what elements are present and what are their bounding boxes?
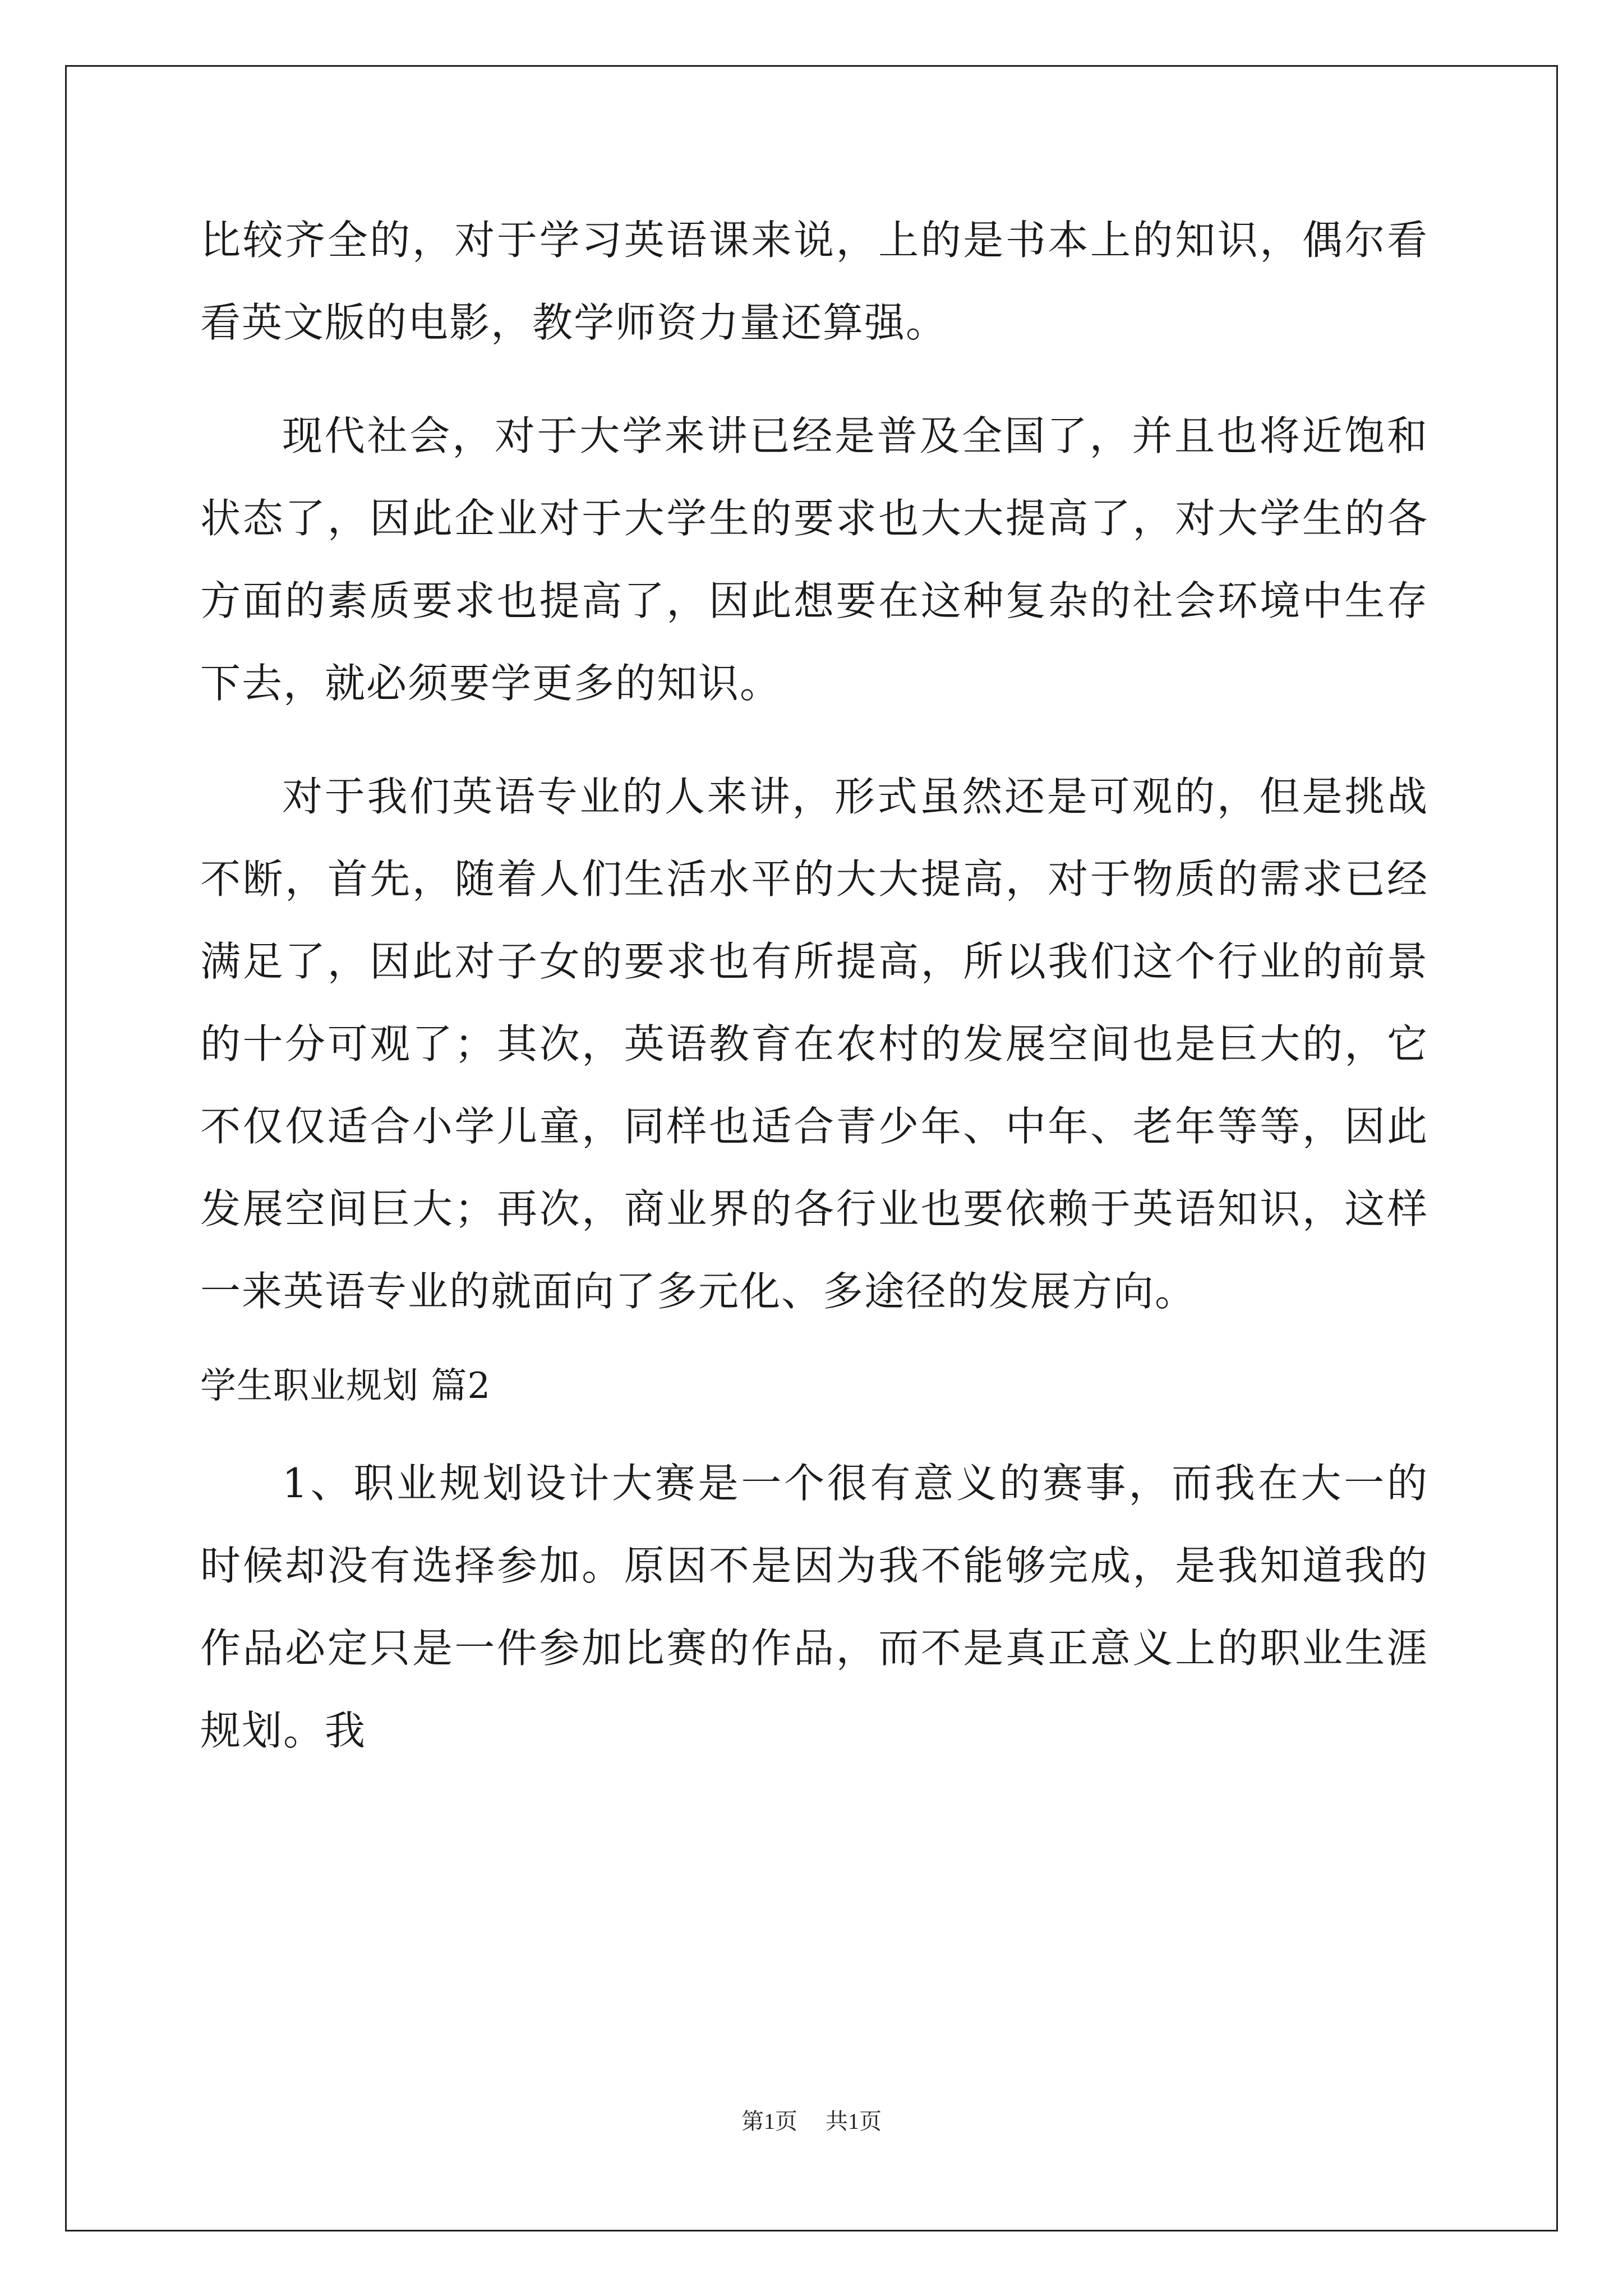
page-number: 第1页 xyxy=(741,2109,797,2134)
section-heading: 学生职业规划 篇2 xyxy=(200,1365,491,1407)
paragraph-1: 比较齐全的，对于学习英语课来说，上的是书本上的知识，偶尔看看英文版的电影，教学师资力量还算强。 xyxy=(200,217,1428,346)
page-total: 共1页 xyxy=(826,2109,882,2134)
paragraph-3: 对于我们英语专业的人来讲，形式虽然还是可观的，但是挑战不断，首先，随着人们生活水平的大大提高，对于物质的需求已经满足了，因此对子女的要求也有所提高，所以我们这个行业的前景的十分可观了；其次，英语教育在农村的发展空间也是巨大的，它不仅仅适合小学儿童，同样也适合青少年、中年、老年等等，因此发展空间巨大；再次，商业界的各行业也要依赖于英语知识，这样一来英语专业的就面向了多元化、多途径的发展方向。 xyxy=(200,773,1428,1315)
section-paragraph-1: 1、职业规划设计大赛是一个很有意义的赛事，而我在大一的时候却没有选择参加。原因不是因为我不能够完成，是我知道我的作品必定只是一件参加比赛的作品，而不是真正意义上的职业生涯规划。我 xyxy=(200,1460,1428,1754)
document-body xyxy=(200,199,1428,1803)
paragraph-2: 现代社会，对于大学来讲已经是普及全国了，并且也将近饱和状态了，因此企业对于大学生的要求也大大提高了，对大学生的各方面的素质要求也提高了，因此想要在这种复杂的社会环境中生存下去，就必须要学更多的知识。 xyxy=(200,412,1428,707)
page-footer xyxy=(0,2106,1623,2137)
